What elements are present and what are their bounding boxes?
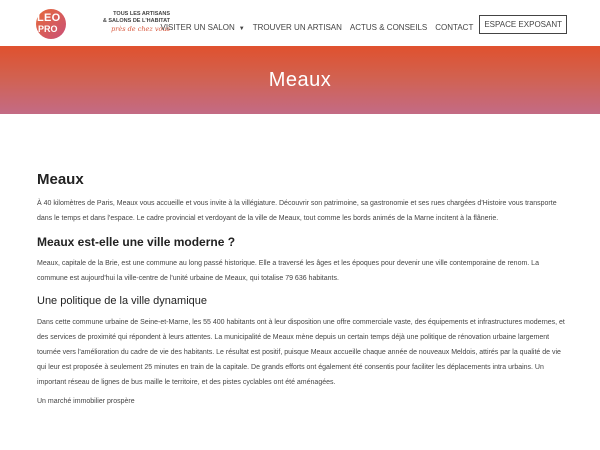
- nav-contact[interactable]: CONTACT: [435, 22, 474, 32]
- chevron-down-icon: ▼: [238, 25, 245, 32]
- tagline-line1: TOUS LES ARTISANS: [113, 11, 170, 17]
- section-2-text: Dans cette commune urbaine de Seine-et-Marne, les 55 400 habitants ont à leur disposition une offre commerciale vaste, des équipements et infrastructures modernes, et des services de proximité qui répondent à leurs attentes. La municipalité de Meaux mène depuis un certain temps déjà une politique de rénovation urbaine largement tournée vers l'amélioration du cadre de vie des habitants. Le résultat est positif, puisque Meaux accueille chaque année de nouveaux Meldois, attirés par la qualité de vie qui leur est proposée à seulement 25 minutes en train de la capitale. De grands efforts ont également été consentis pour faciliter les déplacements intra urbains. Un important réseau de lignes de bus maille le territoire, et des pistes cyclables ont été aménagées.: [37, 319, 565, 386]
- section-3-heading: Un marché immobilier prospère: [37, 398, 135, 405]
- article-content: [37, 170, 565, 408]
- hero-title: Meaux: [268, 68, 332, 91]
- logo-line1: LEO: [37, 12, 61, 24]
- logo[interactable]: [36, 9, 66, 39]
- article-title: Meaux: [37, 171, 84, 188]
- espace-exposant-button[interactable]: ESPACE EXPOSANT: [479, 15, 567, 34]
- nav-actus-conseils[interactable]: ACTUS & CONSEILS: [349, 22, 428, 32]
- main-nav: [161, 20, 568, 34]
- nav-visiter-label: VISITER UN SALON: [160, 22, 235, 32]
- site-header: [0, 0, 600, 46]
- hero-banner: [0, 46, 600, 114]
- logo-line2: PRO: [38, 24, 58, 34]
- tagline-script: près de chez vous: [111, 25, 170, 33]
- tagline: [70, 11, 170, 34]
- tagline-line2: & SALONS DE L'HABITAT: [102, 18, 170, 24]
- section-1-heading: Meaux est-elle une ville moderne ?: [37, 235, 236, 249]
- nav-visiter-un-salon[interactable]: [161, 23, 245, 32]
- nav-trouver-un-artisan[interactable]: TROUVER UN ARTISAN: [252, 22, 342, 32]
- section-2-heading: Une politique de la ville dynamique: [37, 295, 207, 307]
- section-1-text: Meaux, capitale de la Brie, est une commune au long passé historique. Elle a traversé les âges et les époques pour devenir une ville contemporaine de renom. La commune est aujourd'hui la ville-centre de l'unité urbaine de Meaux, qui totalise 79 636 habitants.: [37, 260, 539, 282]
- article-intro: À 40 kilomètres de Paris, Meaux vous accueille et vous invite à la villégiature. Découvrir son patrimoine, sa gastronomie et ses rues chargées d'Histoire vous transporte dans le temps et dans l'espace. Le cadre provincial et verdoyant de la ville de Meaux, tout comme les bords animés de la Marne incitent à la flânerie.: [37, 200, 557, 222]
